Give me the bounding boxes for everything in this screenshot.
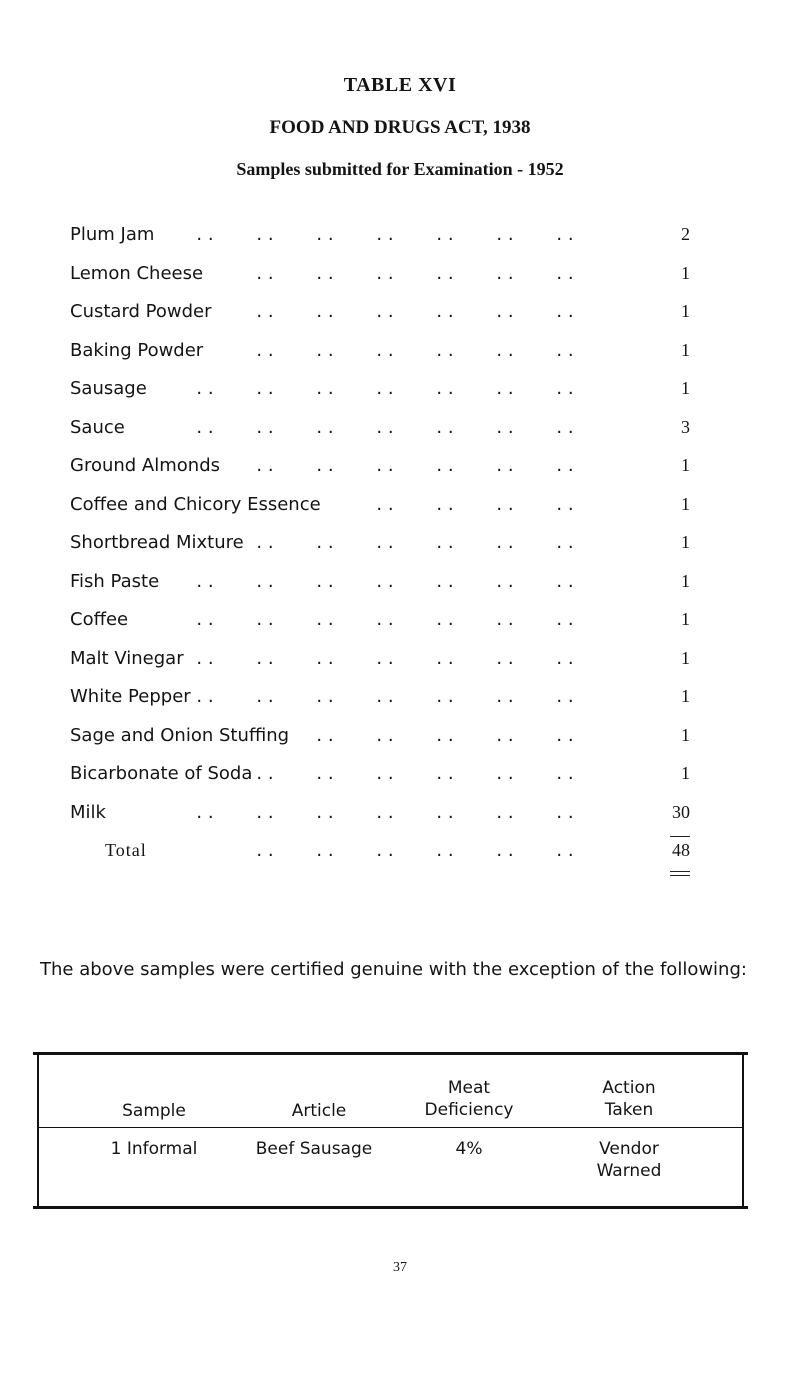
leader-dots: . . [436,840,454,861]
leader-dots: . . [316,686,334,707]
leader-dots: . . [376,724,394,746]
sample-count: 2 [681,224,690,244]
leader-dots: . . [436,339,454,361]
leader-dots: . . [196,224,214,245]
leader-dots: . . [316,570,334,592]
leader-dots: . . [316,724,334,746]
sample-article: Coffee [70,609,129,630]
header-sample: Sample [122,1101,186,1121]
leader-dots: . . [496,686,514,707]
page-subtitle: Samples submitted for Examination - 1952 [236,159,564,179]
sample-article: White Pepper [70,686,191,707]
leader-dots: . . [556,609,574,630]
leader-dots: . . [556,647,574,669]
leader-dots: . . [256,609,274,630]
exceptions-table [37,1052,744,1209]
sample-article: Bicarbonate of Soda [70,763,253,784]
leader-dots: . . [376,570,394,592]
header-article: Article [291,1101,347,1121]
leader-dots: . . [436,416,454,438]
leader-dots: . . [256,455,274,476]
table-header-rule [39,1127,742,1128]
list-item [70,417,690,456]
leader-dots: . . [196,570,214,592]
header-action-line1: Action [602,1078,656,1098]
list-item [70,571,690,610]
sample-count: 3 [681,416,690,437]
table-number: TABLE XVI [343,74,457,96]
leader-dots: . . [556,724,574,746]
leader-dots: . . [256,224,274,245]
leader-dots: . . [556,416,574,438]
leader-dots: . . [436,455,454,476]
leader-dots: . . [496,801,514,823]
sample-article: Milk [70,801,106,823]
sample-count: 1 [681,378,690,398]
list-item [70,725,690,764]
leader-dots: . . [556,378,574,399]
sample-article: Plum Jam [70,224,155,245]
leader-dots: . . [196,416,214,438]
leader-dots: . . [556,532,574,553]
leader-dots: . . [436,801,454,823]
leader-dots: . . [556,840,574,861]
leader-dots: . . [376,262,394,284]
leader-dots: . . [556,262,574,284]
leader-dots: . . [436,378,454,399]
leader-dots: . . [436,493,454,515]
leader-dots: . . [496,416,514,438]
list-item [70,802,690,841]
leader-dots: . . [256,532,274,553]
sample-count: 30 [672,801,690,822]
sample-count: 1 [681,763,690,783]
leader-dots: . . [196,378,214,399]
cell-sample: 1 Informal [110,1139,198,1159]
leader-dots: . . [496,570,514,592]
list-item [70,263,690,302]
header-meat-line2: Deficiency [424,1100,514,1120]
leader-dots: . . [496,532,514,553]
leader-dots: . . [436,570,454,592]
sample-count: 1 [681,493,690,514]
total-row [70,840,690,879]
sample-count: 1 [681,724,690,745]
header-action-line2: Taken [604,1100,654,1120]
table-bottom-rule [33,1206,748,1209]
list-item [70,648,690,687]
leader-dots: . . [316,532,334,553]
sample-count: 1 [681,609,690,629]
leader-dots: . . [256,262,274,284]
sample-article: Sausage [70,378,147,399]
list-item [70,455,690,494]
leader-dots: . . [436,609,454,630]
leader-dots: . . [376,647,394,669]
leader-dots: . . [316,763,334,784]
list-item [70,686,690,725]
leader-dots: . . [316,455,334,476]
leader-dots: . . [496,455,514,476]
leader-dots: . . [256,801,274,823]
leader-dots: . . [496,647,514,669]
page-number: 37 [393,1260,407,1275]
leader-dots: . . [496,262,514,284]
leader-dots: . . [556,224,574,245]
sample-article: Ground Almonds [70,455,221,476]
total-label: Total [105,840,147,860]
leader-dots: . . [376,763,394,784]
list-item [70,609,690,648]
leader-dots: . . [316,801,334,823]
leader-dots: . . [256,378,274,399]
header-meat-line1: Meat [447,1078,491,1098]
leader-dots: . . [316,609,334,630]
act-title: FOOD AND DRUGS ACT, 1938 [269,117,531,138]
leader-dots: . . [376,339,394,361]
leader-dots: . . [496,224,514,245]
sample-count: 1 [681,262,690,283]
header-action [559,1077,699,1121]
leader-dots: . . [556,686,574,707]
sample-count: 1 [681,339,690,360]
leader-dots: . . [256,763,274,784]
leader-dots: . . [556,763,574,784]
sample-article: Coffee and Chicory Essence [70,493,321,515]
leader-dots: . . [496,339,514,361]
total-value: 48 [672,840,690,860]
exception-note: The above samples were certified genuine with the exception of the following: [40,959,747,980]
list-item [70,378,690,417]
leader-dots: . . [316,378,334,399]
leader-dots: . . [196,647,214,669]
leader-dots: . . [556,493,574,515]
leader-dots: . . [256,570,274,592]
leader-dots: . . [316,339,334,361]
leader-dots: . . [376,532,394,553]
sample-count: 1 [681,301,690,321]
leader-dots: . . [556,339,574,361]
sample-count: 1 [681,532,690,552]
sample-article: Sage and Onion Stuffing [70,724,290,746]
leader-dots: . . [316,301,334,322]
leader-dots: . . [376,455,394,476]
cell-deficiency: 4% [455,1139,483,1159]
leader-dots: . . [436,763,454,784]
total-double-rule-top [670,871,690,872]
total-rule [670,836,690,837]
leader-dots: . . [436,647,454,669]
list-item [70,494,690,533]
leader-dots: . . [496,724,514,746]
table-top-rule [33,1052,748,1055]
leader-dots: . . [256,840,274,861]
leader-dots: . . [256,647,274,669]
leader-dots: . . [316,262,334,284]
leader-dots: . . [496,763,514,784]
leader-dots: . . [436,686,454,707]
leader-dots: . . [436,301,454,322]
leader-dots: . . [556,301,574,322]
leader-dots: . . [316,840,334,861]
sample-article: Custard Powder [70,301,212,322]
leader-dots: . . [376,801,394,823]
sample-article: Baking Powder [70,339,204,361]
leader-dots: . . [376,840,394,861]
leader-dots: . . [376,378,394,399]
leader-dots: . . [256,301,274,322]
total-double-rule-bottom [670,875,690,876]
leader-dots: . . [436,532,454,553]
sample-article: Shortbread Mixture [70,532,244,553]
leader-dots: . . [556,570,574,592]
header-meat [399,1077,539,1121]
leader-dots: . . [316,224,334,245]
list-item [70,763,690,802]
cell-action [559,1138,699,1182]
sample-count: 1 [681,455,690,475]
leader-dots: . . [196,609,214,630]
leader-dots: . . [376,609,394,630]
leader-dots: . . [256,686,274,707]
leader-dots: . . [496,493,514,515]
leader-dots: . . [376,686,394,707]
cell-action-line2: Warned [596,1161,662,1181]
list-item [70,340,690,379]
sample-article: Fish Paste [70,570,160,592]
leader-dots: . . [376,301,394,322]
leader-dots: . . [496,840,514,861]
leader-dots: . . [436,724,454,746]
sample-article: Malt Vinegar [70,647,184,669]
sample-count: 1 [681,686,690,706]
leader-dots: . . [436,262,454,284]
leader-dots: . . [256,416,274,438]
sample-count: 1 [681,647,690,668]
leader-dots: . . [496,609,514,630]
cell-action-line1: Vendor [599,1139,659,1159]
leader-dots: . . [376,224,394,245]
list-item [70,224,690,263]
sample-count: 1 [681,570,690,591]
list-item [70,532,690,571]
leader-dots: . . [376,416,394,438]
leader-dots: . . [556,801,574,823]
samples-list [70,224,690,879]
leader-dots: . . [256,339,274,361]
leader-dots: . . [436,224,454,245]
leader-dots: . . [196,686,214,707]
sample-article: Lemon Cheese [70,262,204,284]
leader-dots: . . [316,647,334,669]
leader-dots: . . [496,301,514,322]
leader-dots: . . [496,378,514,399]
leader-dots: . . [196,801,214,823]
cell-article: Beef Sausage [255,1139,373,1159]
leader-dots: . . [376,493,394,515]
leader-dots: . . [556,455,574,476]
leader-dots: . . [316,416,334,438]
list-item [70,301,690,340]
sample-article: Sauce [70,416,125,438]
